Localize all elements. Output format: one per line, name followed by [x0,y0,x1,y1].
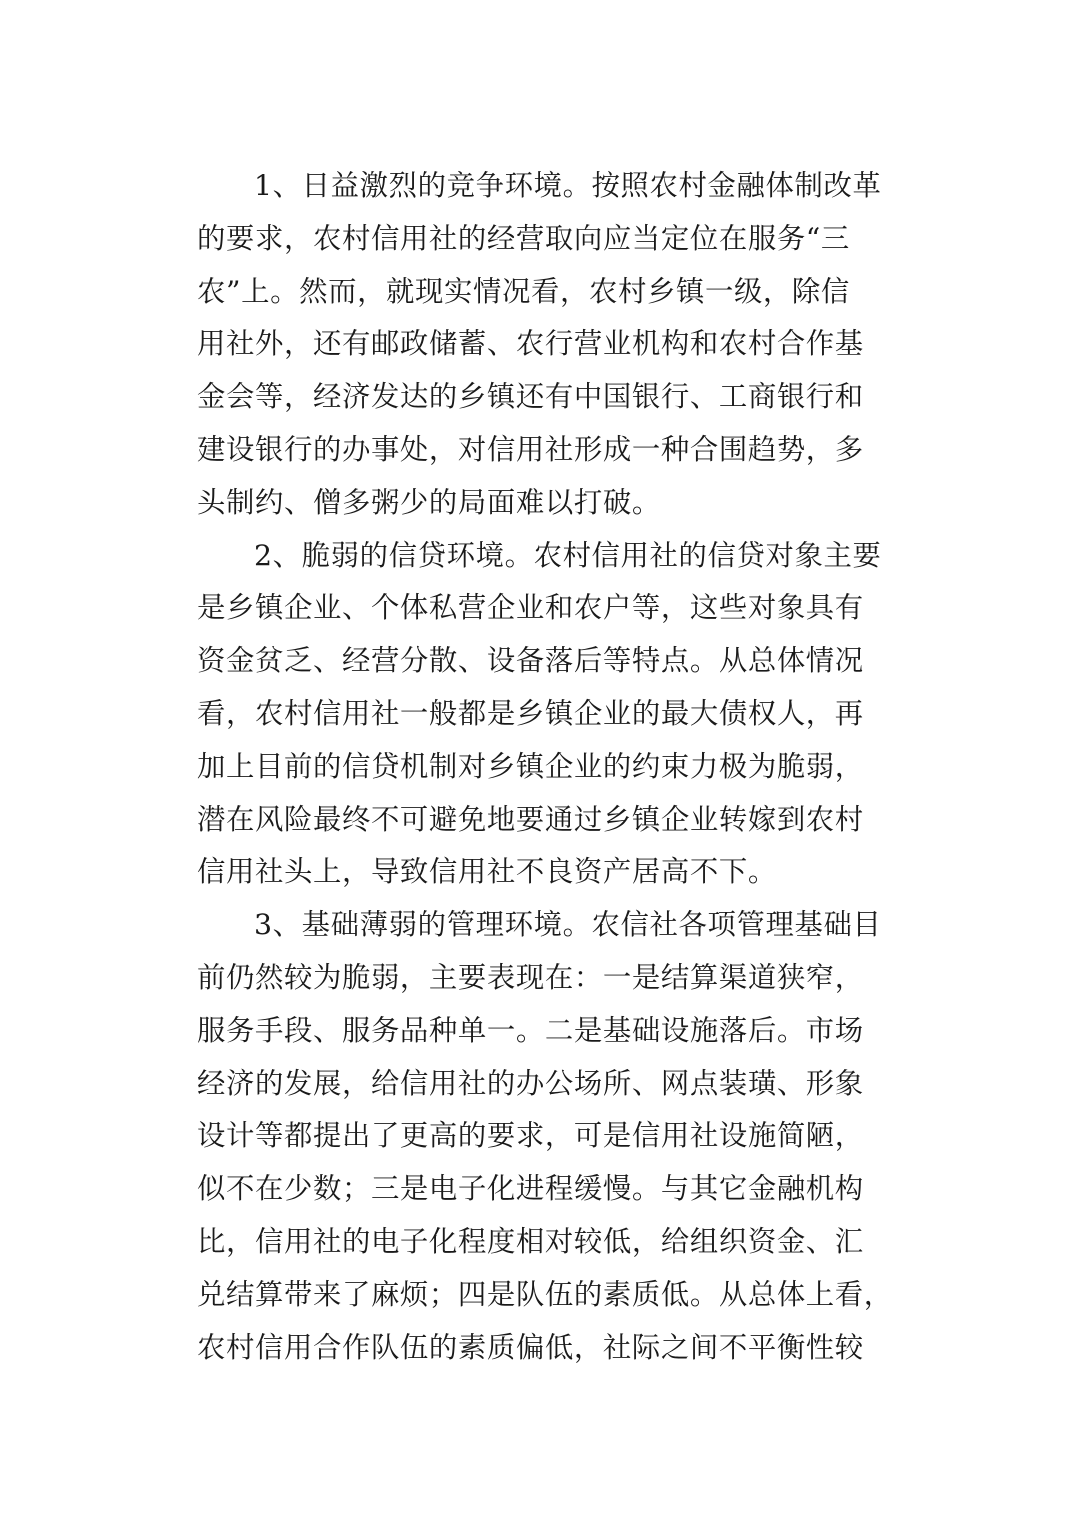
paragraph-line: 是乡镇企业、个体私营企业和农户等，这些对象具有 [197,591,864,625]
paragraph-line: 似不在少数；三是电子化进程缓慢。与其它金融机构 [197,1172,864,1206]
body-text [197,160,893,1374]
paragraph-line: 头制约、僧多粥少的局面难以打破。 [197,485,661,519]
paragraph-line: 比，信用社的电子化程度相对较低，给组织资金、汇 [197,1224,864,1258]
paragraph-line: 农”上。然而，就现实情况看，农村乡镇一级，除信 [197,274,850,308]
paragraph-line: 资金贫乏、经营分散、设备落后等特点。从总体情况 [197,644,864,678]
paragraph-line: 加上目前的信贷机制对乡镇企业的约束力极为脆弱， [197,749,864,783]
paragraph-line: 的要求，农村信用社的经营取向应当定位在服务“三 [197,221,850,255]
paragraph-line: 设计等都提出了更高的要求，可是信用社设施简陋， [197,1119,864,1153]
paragraph-3 [197,899,893,1374]
paragraph-line: 经济的发展，给信用社的办公场所、网点装璜、形象 [197,1066,864,1100]
paragraph-line: 服务手段、服务品种单一。二是基础设施落后。市场 [197,1013,864,1047]
paragraph-2 [197,530,887,900]
paragraph-line: 2、脆弱的信贷环境。农村信用社的信贷对象主要 [254,538,882,572]
paragraph-1 [197,160,887,530]
paragraph-line: 金会等，经济发达的乡镇还有中国银行、工商银行和 [197,380,864,414]
paragraph-line: 兑结算带来了麻烦；四是队伍的素质低。从总体上看， [197,1277,893,1311]
paragraph-line: 前仍然较为脆弱，主要表现在：一是结算渠道狭窄， [197,960,864,994]
paragraph-line: 看，农村信用社一般都是乡镇企业的最大债权人，再 [197,696,864,730]
paragraph-line: 3、基础薄弱的管理环境。农信社各项管理基础目 [254,908,882,942]
paragraph-line: 建设银行的办事处，对信用社形成一种合围趋势，多 [197,432,864,466]
paragraph-line: 1、日益激烈的竞争环境。按照农村金融体制改革 [254,169,882,202]
paragraph-line: 农村信用合作队伍的素质偏低，社际之间不平衡性较 [197,1330,864,1364]
paragraph-line: 用社外，还有邮政储蓄、农行营业机构和农村合作基 [197,327,864,361]
paragraph-line: 潜在风险最终不可避免地要通过乡镇企业转嫁到农村 [197,802,864,836]
paragraph-line: 信用社头上，导致信用社不良资产居高不下。 [197,855,777,889]
